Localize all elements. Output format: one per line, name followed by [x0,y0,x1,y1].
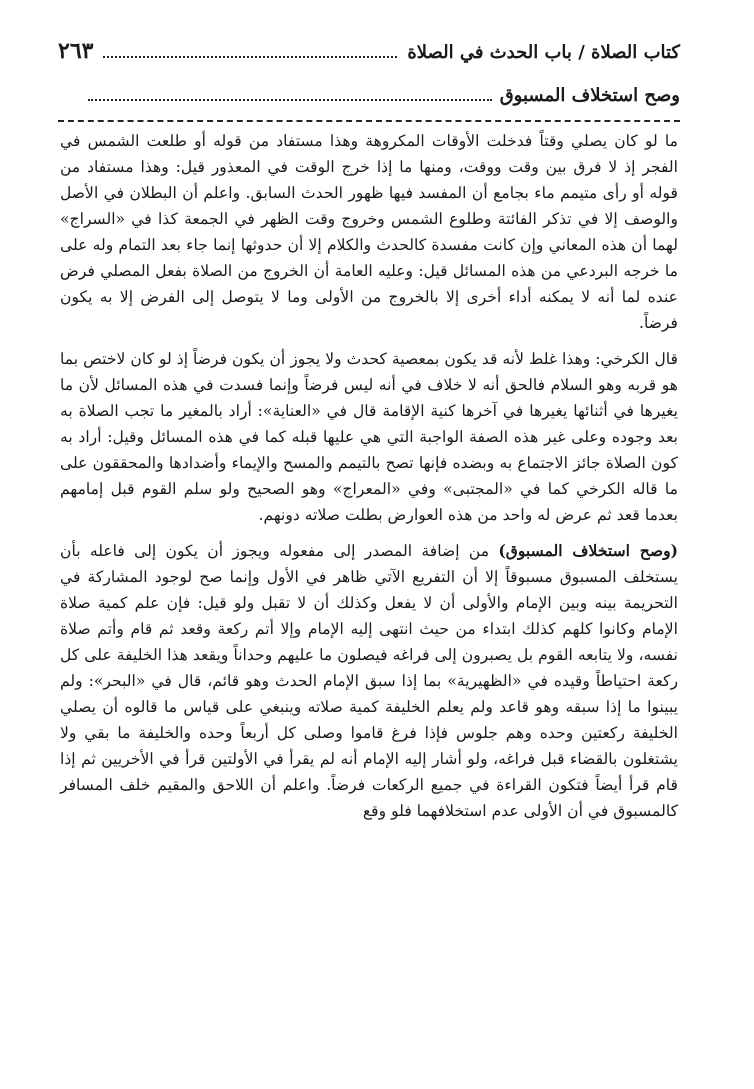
section-dot-leader [88,87,492,101]
paragraph-lead: (وصح استخلاف المسبوق) [498,541,678,560]
paragraph-body: ما لو كان يصلي وقتاً فدخلت الأوقات المكروهة وهذا مستفاد من قوله أو طلعت الشمس في الفجر إذ لا فرق بين وقت ووقت، ومنها ما إذا خرج الوقت في المعذور قيل: وهذا مستفاد من قوله أو رأى متيمم ماء بجامع أن المفسد فيها ظهور الحدث السابق. واعلم أن البطلان في الأصل والوصف إلا في تذكر الفائتة وطلوع الشمس وخروج وقت الظهر في الجمعة كذا في «السراج» لهما أن هذه المعاني وإن كانت مفسدة كالحدث والكلام إلا أن حدوثها إنما جاء بعد التمام وله على ما خرجه البردعي من هذه المسائل قيل: وعليه العامة أن الخروج من الصلاة بفعل المصلي فرض عنده لما أنه لا يمكنه أداء أخرى إلا بالخروج من الأولى وما لا يتوصل إلى الفرض إلا به يكون فرضاً. [60,132,678,332]
paragraph [60,346,678,528]
running-title: كتاب الصلاة / باب الحدث في الصلاة [407,42,680,63]
paragraph-body: من إضافة المصدر إلى مفعوله ويجوز أن يكون إلى فاعله بأن يستخلف المسبوق مسبوقاً إلا أن التفريع الآتي ظاهر في الأول وإنما صح لوجود المشاركة في التحريمة بينه وبين الإمام والأولى أن لا يفعل وكذلك أن لا تقبل ولو قيل: فإن علم كمية صلاة الإمام وكانوا كلهم كذلك ابتداء من حيث انتهى إليه الإمام وإلا أتم ركعة وقعد ثم قام وأتم صلاة نفسه، ولا يتابعه القوم بل يصبرون إلى فراغه فيصلون ما عليهم وحداناً ويقعد هذا الخليفة على كل ركعة احتياطاً وقيده في «الظهيرية» بما إذا سبق الإمام الحدث وهو قائم، قال في «البحر»: ولم يبينوا ما إذا سبقه وهو قاعد ولم يعلم الخليفة كمية صلاته وينبغي على قياس ما قالوه أن يصلي الخليفة ركعتين وحده وهم جلوس فإذا فرغ قاموا وصلى كل أربعاً وحده والخليفة ما بقي ولا يشتغلون بالقضاء قبل فراغه، ولو أشار إليه الإمام أنه لم يقرأ في الأولتين قرأ في الأخريين ثم إذا قام قرأ أيضاً فتكون القراءة في جميع الركعات فرضاً. واعلم أن اللاحق والمقيم خلف المسافر كالمسبوق في أن الأولى عدم استخلافهما فلو وقع [60,542,678,820]
header-dot-leader [103,44,397,58]
commentary-text [60,128,678,834]
section-heading: وصح استخلاف المسبوق [499,85,680,106]
paragraph [60,128,678,336]
section-heading-row [88,85,680,106]
page-number: ٢٦٣ [58,38,94,64]
header-divider [58,120,680,122]
paragraph [60,538,678,824]
running-header [58,38,680,64]
paragraph-body: قال الكرخي: وهذا غلط لأنه قد يكون بمعصية كحدث ولا يجوز أن يكون فرضاً إذ لو كان لاختص بما هو قربه وهو السلام فالحق أنه لا خلاف في أنه ليس فرضاً وإنما فسدت في هذه المسائل لأن ما يغيرها في أثنائها يغيرها في آخرها كنية الإقامة قال في «العناية»: أراد بالمغير ما تجب الصلاة به بعد وجوده وعلى غير هذه الصفة الواجبة التي هي عليها قبله كما في هذه المسائل وقيل: أراد به كون الصلاة جائز الاجتماع به وبضده فإنها تصح بالتيمم والمسح والإيماء وأضدادها والمحققون على ما قاله الكرخي كما في «المجتبى» وفي «المعراج» وهو الصحيح ولو سلم القوم قبل إمامهم بعدما قعد ثم عرض له واحد من هذه العوارض بطلت صلاته دونهم. [60,350,678,524]
